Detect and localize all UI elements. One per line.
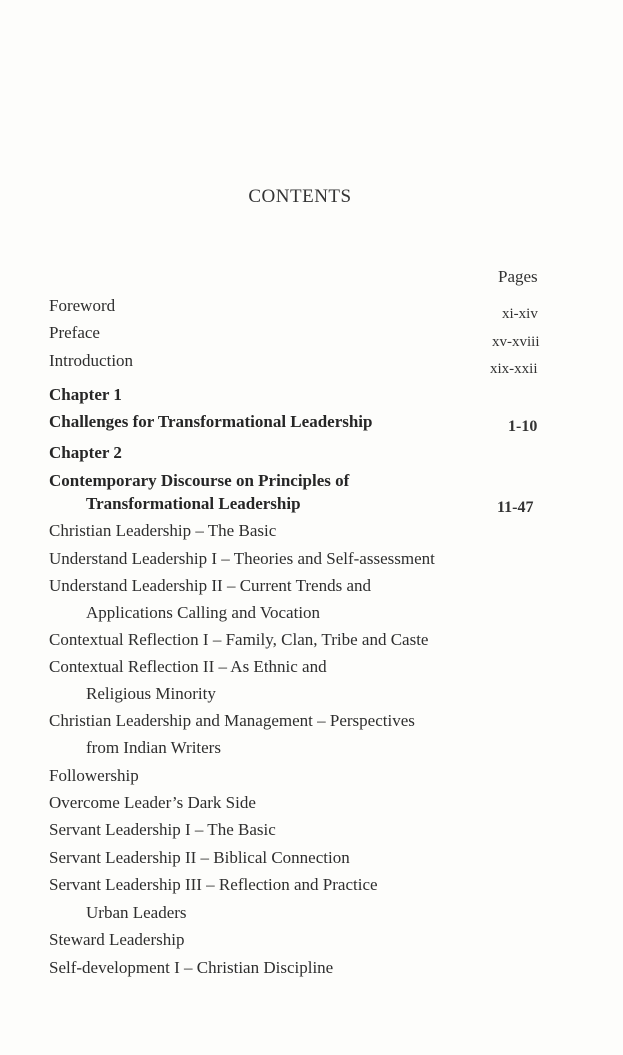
toc-entry: Understand Leadership I – Theories and Self-assessment bbox=[49, 549, 435, 568]
toc-entry-cont: Urban Leaders bbox=[86, 903, 187, 922]
toc-entry: Servant Leadership II – Biblical Connection bbox=[49, 848, 350, 867]
toc-entry: Christian Leadership and Management – Perspectives bbox=[49, 711, 415, 730]
page-range-introduction: xix-xxii bbox=[490, 361, 538, 377]
toc-entry: Servant Leadership III – Reflection and Practice bbox=[49, 875, 378, 894]
page-range-foreword: xi-xiv bbox=[502, 306, 538, 322]
toc-entry: Self-development I – Christian Discipline bbox=[49, 958, 334, 977]
toc-entry: Steward Leadership bbox=[49, 930, 185, 949]
toc-entry-foreword: Foreword bbox=[49, 296, 116, 315]
toc-chapter-1-label: Chapter 1 bbox=[49, 385, 122, 404]
toc-entry: Understand Leadership II – Current Trends and bbox=[49, 576, 371, 595]
toc-entry: Overcome Leader’s Dark Side bbox=[49, 793, 256, 812]
pages-column-heading: Pages bbox=[498, 267, 538, 286]
toc-entry: Servant Leadership I – The Basic bbox=[49, 820, 276, 839]
toc-chapter-2-title-cont: Transformational Leadership bbox=[86, 494, 301, 513]
toc-entry-cont: Applications Calling and Vocation bbox=[86, 603, 321, 622]
toc-entry: Christian Leadership – The Basic bbox=[49, 521, 277, 540]
page-range-chapter-1: 1-10 bbox=[508, 418, 538, 435]
page-range-preface: xv-xviii bbox=[492, 334, 540, 350]
toc-entry-introduction: Introduction bbox=[49, 351, 134, 370]
toc-entry: Followership bbox=[49, 766, 139, 785]
page-range-chapter-2: 11-47 bbox=[497, 499, 534, 516]
toc-entry-cont: Religious Minority bbox=[86, 684, 216, 703]
toc-chapter-2-title: Contemporary Discourse on Principles of bbox=[49, 471, 350, 490]
page-title: CONTENTS bbox=[248, 186, 352, 207]
toc-entry: Contextual Reflection I – Family, Clan, Tribe and Caste bbox=[49, 630, 429, 649]
toc-chapter-2-label: Chapter 2 bbox=[49, 443, 122, 462]
toc-entry: Contextual Reflection II – As Ethnic and bbox=[49, 657, 327, 676]
toc-entry-preface: Preface bbox=[49, 323, 100, 342]
toc-chapter-1-title: Challenges for Transformational Leadership bbox=[49, 412, 373, 431]
toc-entry-cont: from Indian Writers bbox=[86, 738, 221, 757]
